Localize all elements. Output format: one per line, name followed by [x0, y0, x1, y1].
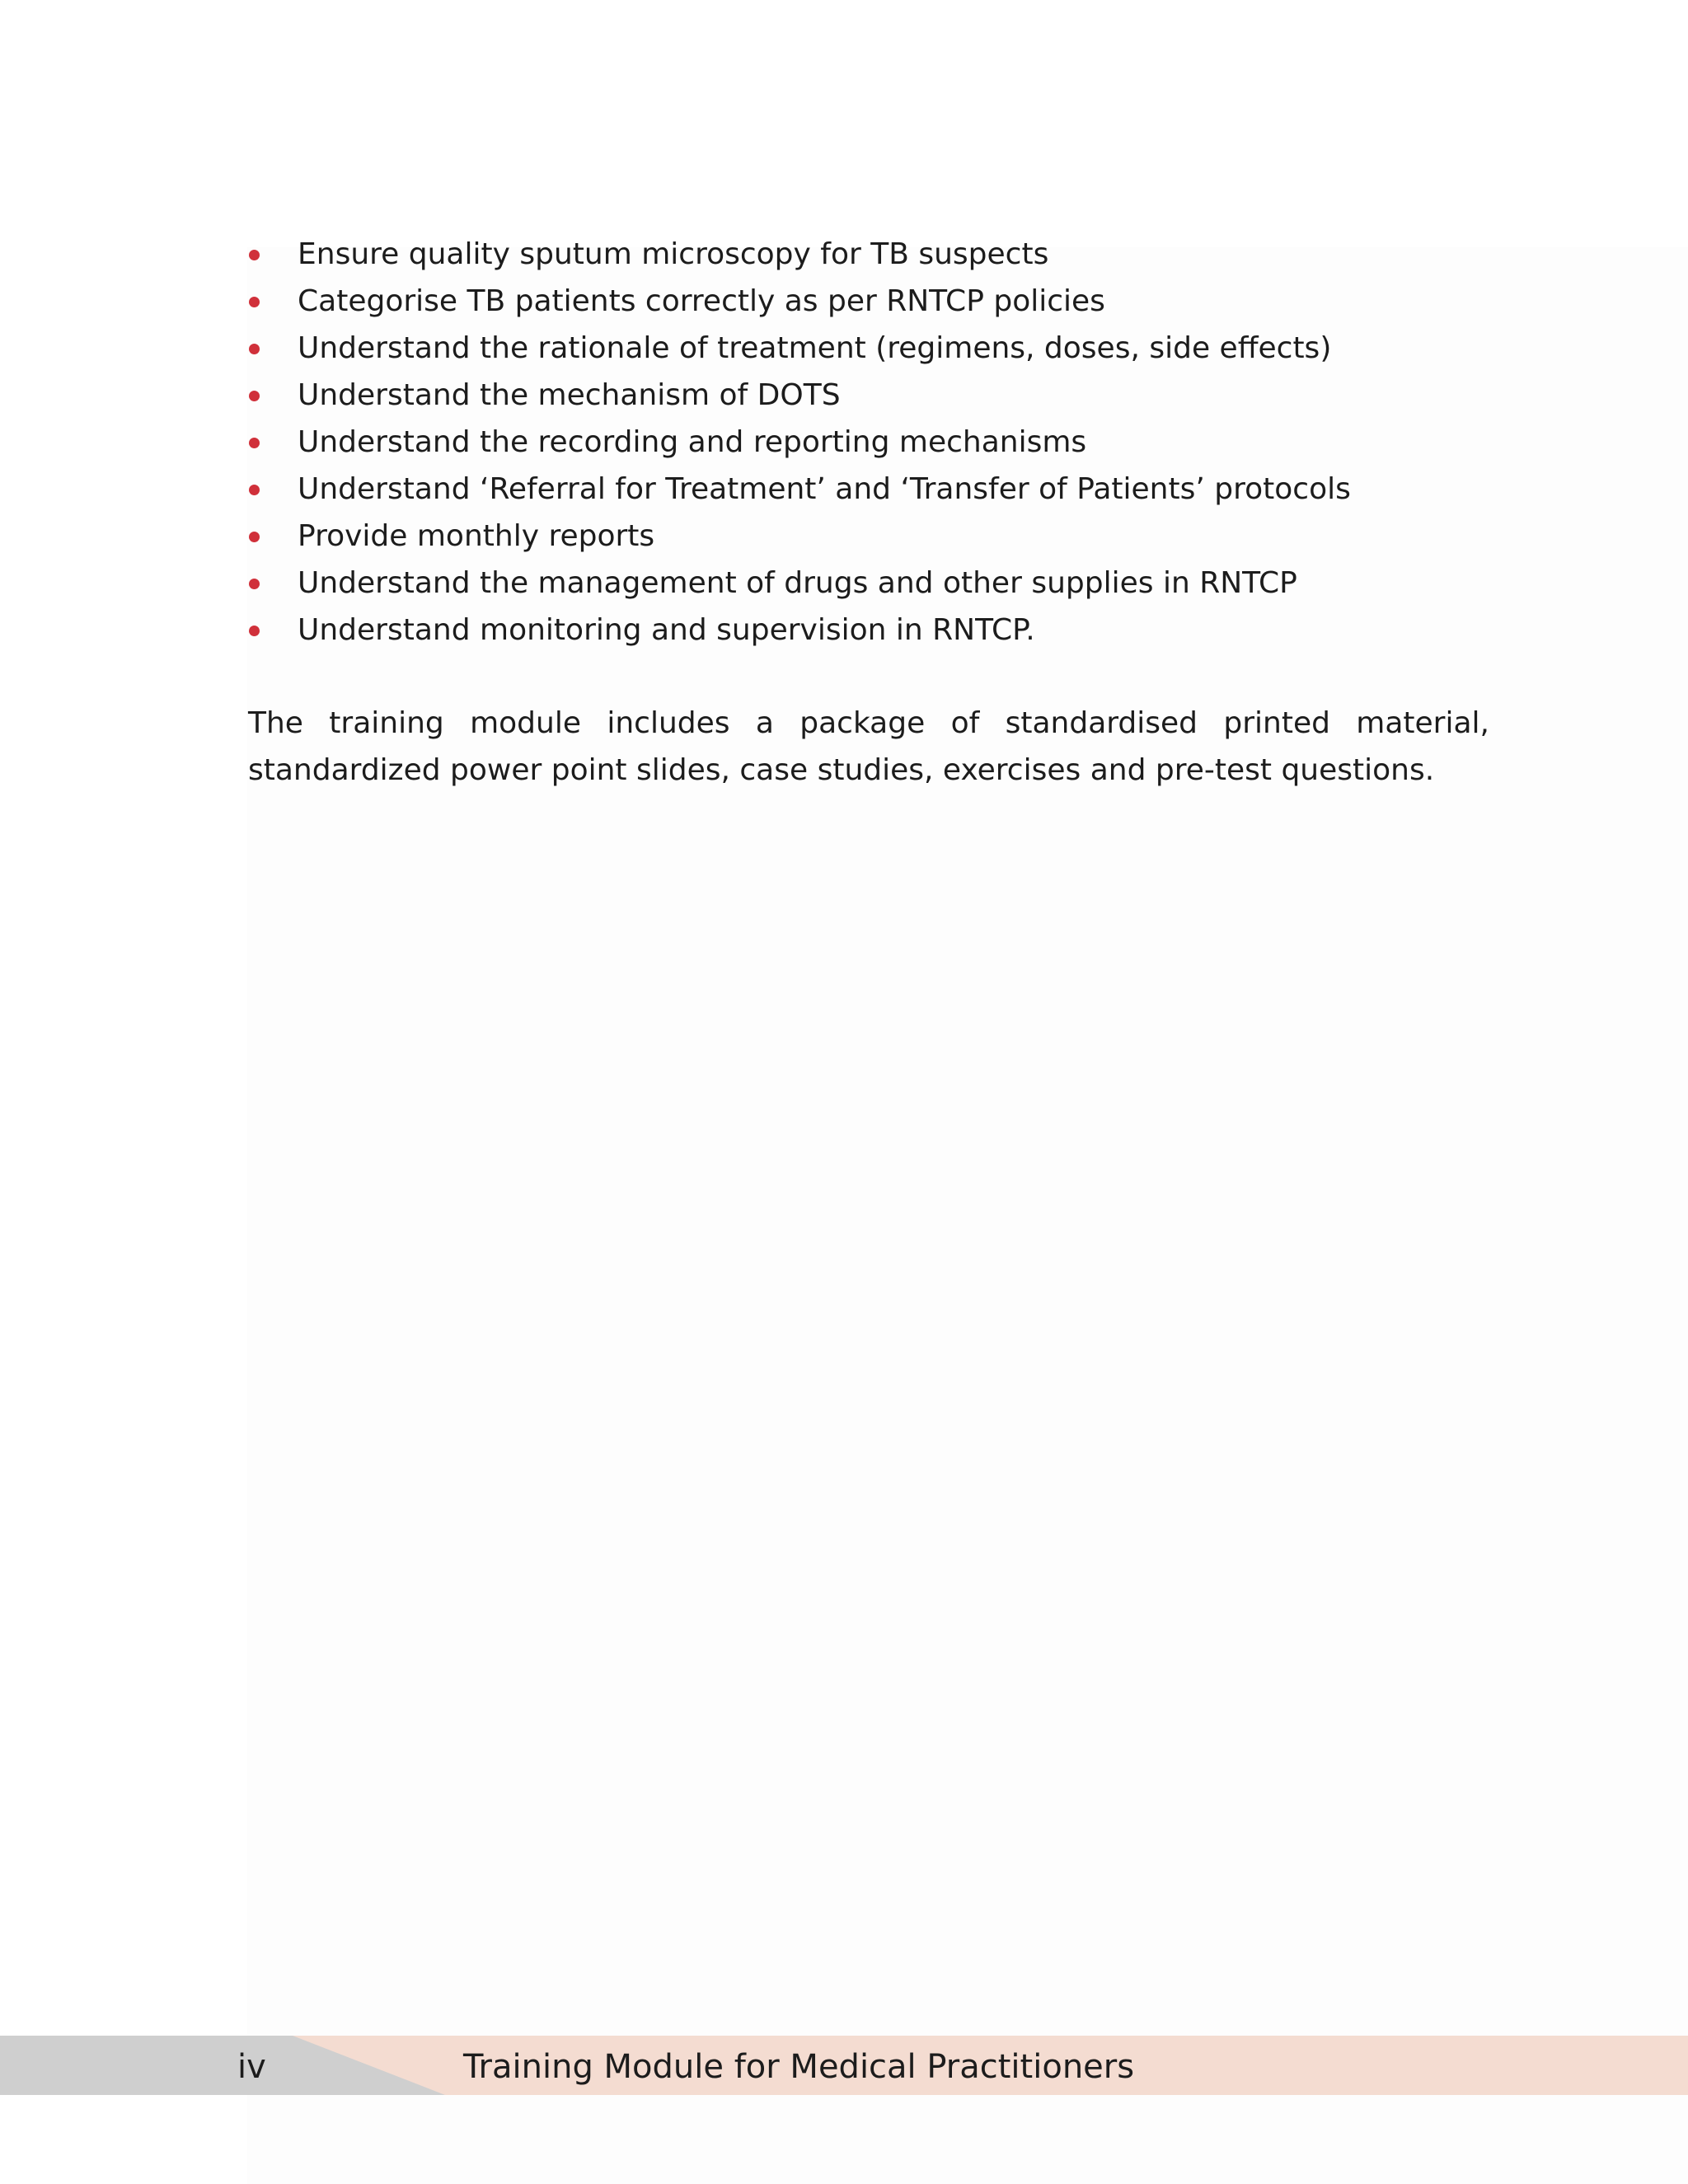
footer-gray-shape [0, 2036, 445, 2095]
objectives-list [248, 231, 1489, 654]
bullet-icon [249, 485, 260, 495]
bullet-icon [249, 344, 260, 354]
list-item-text: Understand the management of drugs and other supplies in RNTCP [298, 566, 1297, 600]
bullet-icon [249, 391, 260, 401]
page-number: iv [237, 2048, 266, 2086]
body-paragraph: The training module includes a package of standardised printed material, standardized power point slides, case studies, exercises and pre-test questions. [248, 706, 1489, 787]
list-item [248, 560, 1489, 607]
list-item-text: Provide monthly reports [298, 519, 655, 553]
list-item [248, 466, 1489, 513]
list-item-text: Understand the recording and reporting mechanisms [298, 425, 1087, 459]
footer-gray-tab [0, 2036, 445, 2095]
footer-title: Training Module for Medical Practitioners [463, 2048, 1135, 2086]
bullet-icon [249, 438, 260, 448]
list-item-text: Understand the rationale of treatment (regimens, doses, side effects) [298, 331, 1332, 365]
list-item [248, 231, 1489, 278]
list-item [248, 372, 1489, 419]
list-item-text: Ensure quality sputum microscopy for TB suspects [298, 237, 1049, 271]
bullet-icon [249, 626, 260, 636]
list-item-text: Understand the mechanism of DOTS [298, 378, 841, 412]
page-footer [0, 2036, 1688, 2095]
bullet-icon [249, 579, 260, 589]
list-item [248, 607, 1489, 654]
list-item-text: Understand ‘Referral for Treatment’ and ‘Transfer of Patients’ protocols [298, 472, 1351, 506]
bullet-icon [249, 297, 260, 307]
list-item-text: Categorise TB patients correctly as per RNTCP policies [298, 284, 1105, 318]
list-item [248, 419, 1489, 466]
list-item [248, 325, 1489, 372]
page-content [248, 231, 1489, 794]
list-item [248, 278, 1489, 325]
list-item [248, 513, 1489, 560]
bullet-icon [249, 532, 260, 542]
list-item-text: Understand monitoring and supervision in RNTCP. [298, 613, 1035, 647]
bullet-icon [249, 250, 260, 260]
